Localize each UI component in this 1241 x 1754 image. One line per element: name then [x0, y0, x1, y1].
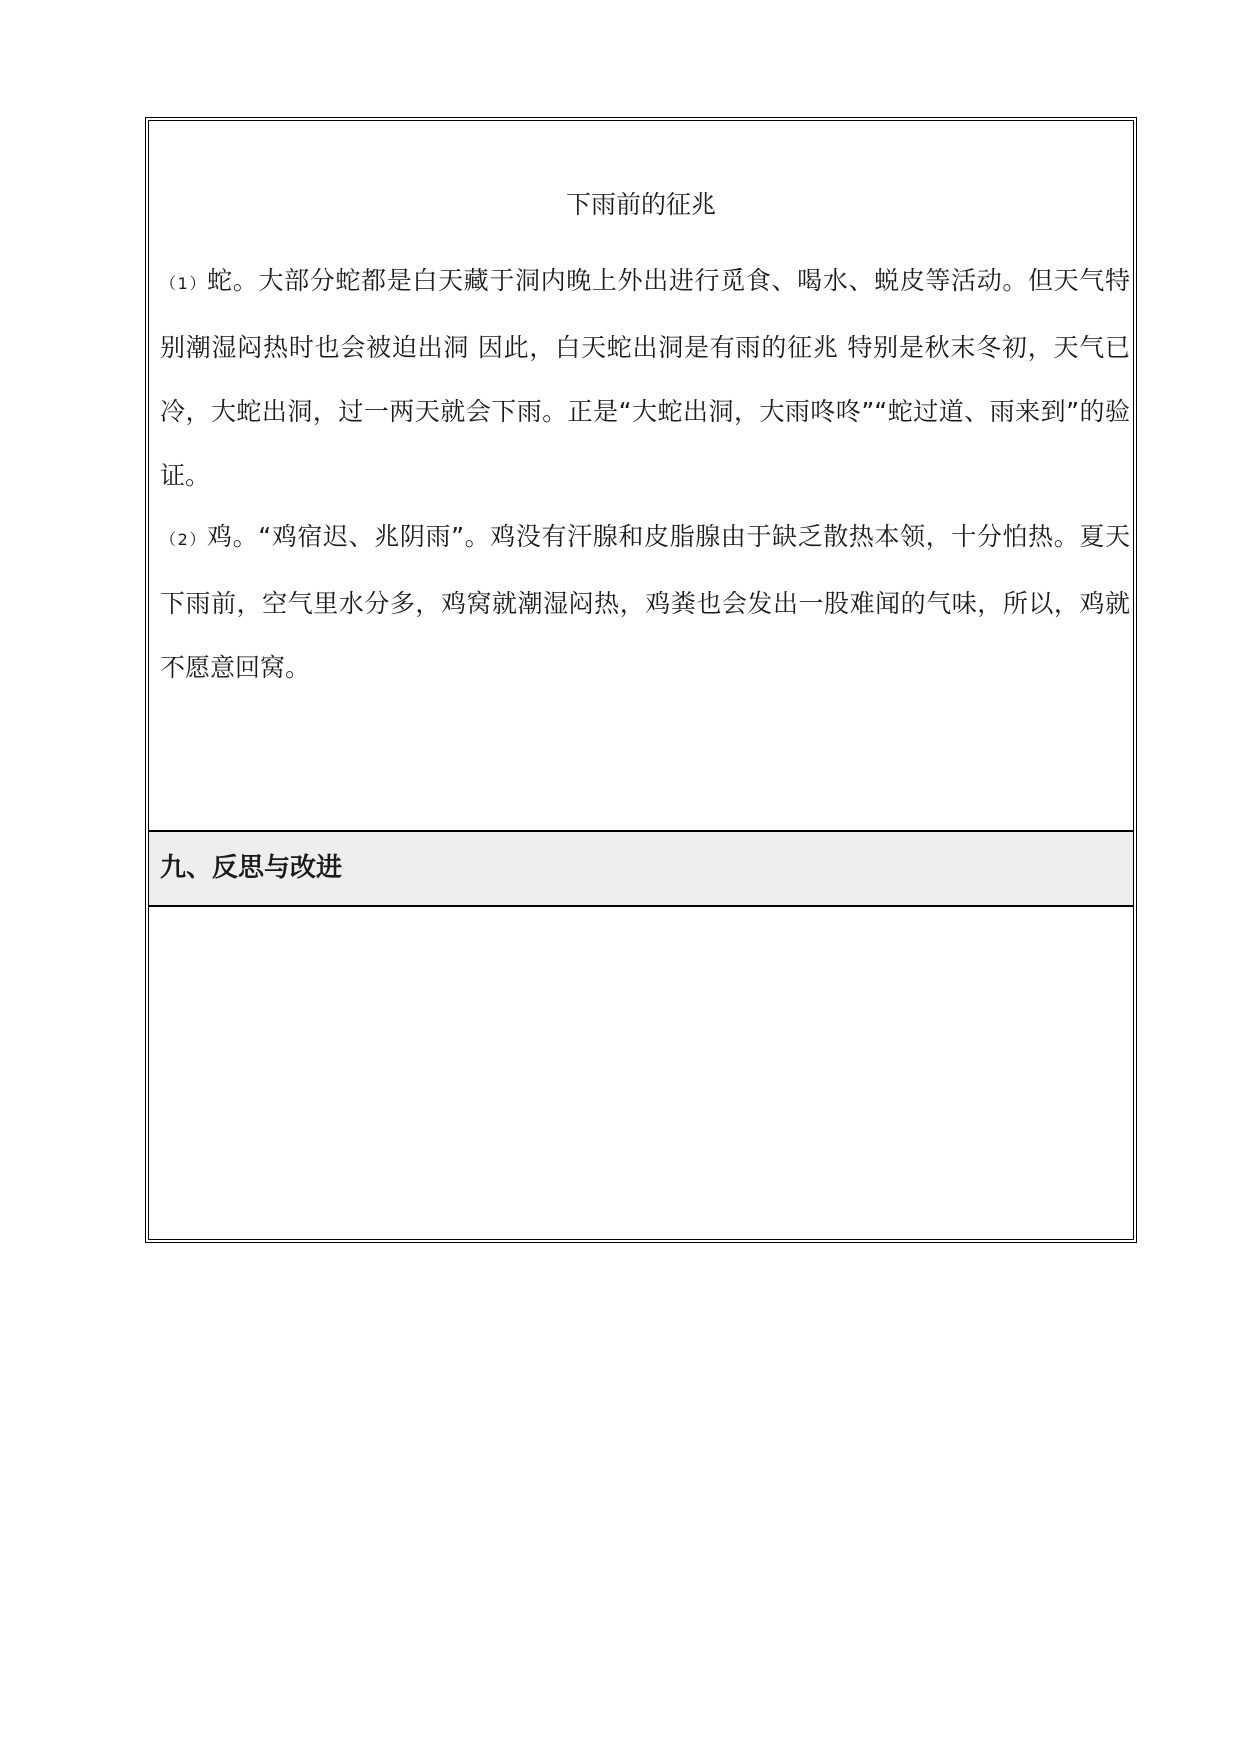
section-title: 九、反思与改进 — [160, 853, 343, 883]
document-table — [145, 117, 1137, 1243]
paragraph-snake — [160, 249, 1130, 508]
paragraph-text: 蛇。大部分蛇都是白天藏于洞内晚上外出进行觅食、喝水、蜕皮等活动。但天气特别潮湿闷热时也会被迫出洞 因此，白天蛇出洞是有雨的征兆 特别是秋末冬初，天气已冷，大蛇出洞，过一两天就会下雨。正是“大蛇出洞，大雨咚咚”“蛇过道、雨来到”的验证。 — [160, 266, 1130, 490]
paragraph-text: 鸡。“鸡宿迟、兆阴雨”。鸡没有汗腺和皮脂腺由于缺乏散热本领，十分怕热。夏天下雨前，空气里水分多，鸡窝就潮湿闷热，鸡粪也会发出一股难闻的气味，所以，鸡就不愿意回窝。 — [160, 522, 1130, 682]
content-title: 下雨前的征兆 — [565, 190, 716, 219]
content-cell — [149, 121, 1133, 830]
paragraph-number: （1） — [160, 274, 208, 293]
paragraph-chicken — [160, 505, 1130, 700]
reflection-content-cell[interactable] — [149, 907, 1133, 1239]
section-header-reflection — [149, 830, 1133, 907]
paragraph-number: （2） — [160, 530, 208, 549]
